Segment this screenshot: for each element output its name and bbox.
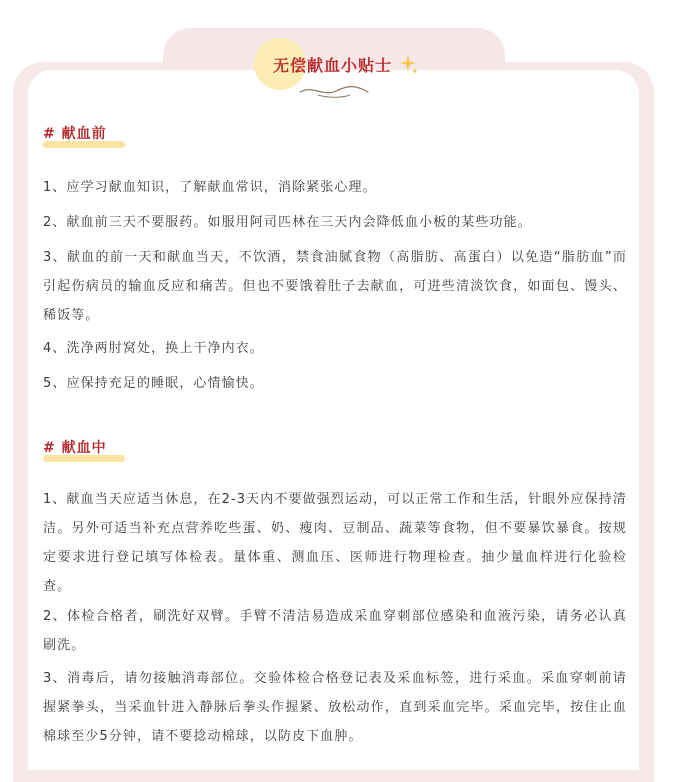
list-item: 3、消毒后，请勿接触消毒部位。交验体检合格登记表及采血标签，进行采血。采血穿刺前请握紧拳头，当采血针进入静脉后拳头作握紧、放松动作，直到采血完毕。采血完毕，按住止血棉球至少5分钟，请不要捻动棉球，以防皮下血肿。 bbox=[43, 671, 627, 744]
list-item: 2、体检合格者，刷洗好双臂。手臂不清洁易造成采血穿刺部位感染和血液污染，请务必认真刷洗。 bbox=[43, 609, 627, 653]
list-item: 5、应保持充足的睡眠，心情愉快。 bbox=[43, 376, 264, 391]
sparkle-icon bbox=[400, 53, 418, 75]
heading-highlight bbox=[43, 141, 125, 148]
list-item: 3、献血的前一天和献血当天，不饮酒，禁食油腻食物（高脂肪、高蛋白）以免造“脂肪血”而引起伤病员的输血反应和痛苦。但也不要饿着肚子去献血，可进些清淡饮食，如面包、馒头、稀饭等。 bbox=[43, 250, 627, 323]
section-heading-text: # 献血前 bbox=[43, 126, 107, 142]
section-heading-during bbox=[43, 437, 107, 463]
title-area bbox=[237, 38, 437, 88]
list-item: 1、应学习献血知识，了解献血常识，消除紧张心理。 bbox=[43, 180, 377, 195]
page-title: 无偿献血小贴士 bbox=[273, 56, 393, 75]
list-item: 2、献血前三天不要服药。如服用阿司匹林在三天内会降低血小板的某些功能。 bbox=[43, 215, 532, 230]
list-item: 1、献血当天应适当休息，在2-3天内不要做强烈运动，可以正常工作和生活，针眼外应保持清洁。另外可适当补充点营养吃些蛋、奶、瘦肉、豆制品、蔬菜等食物，但不要暴饮暴食。按规定要求进行登记填写体检表。量体重、测血压、医师进行物理检查。抽少量血样进行化验检查。 bbox=[43, 492, 627, 594]
heading-highlight bbox=[43, 455, 125, 462]
swirl-divider-icon bbox=[298, 83, 370, 99]
section-heading-before bbox=[43, 123, 107, 149]
section-heading-text: # 献血中 bbox=[43, 440, 107, 456]
list-item: 4、洗净两肘窝处，换上干净内衣。 bbox=[43, 341, 264, 356]
